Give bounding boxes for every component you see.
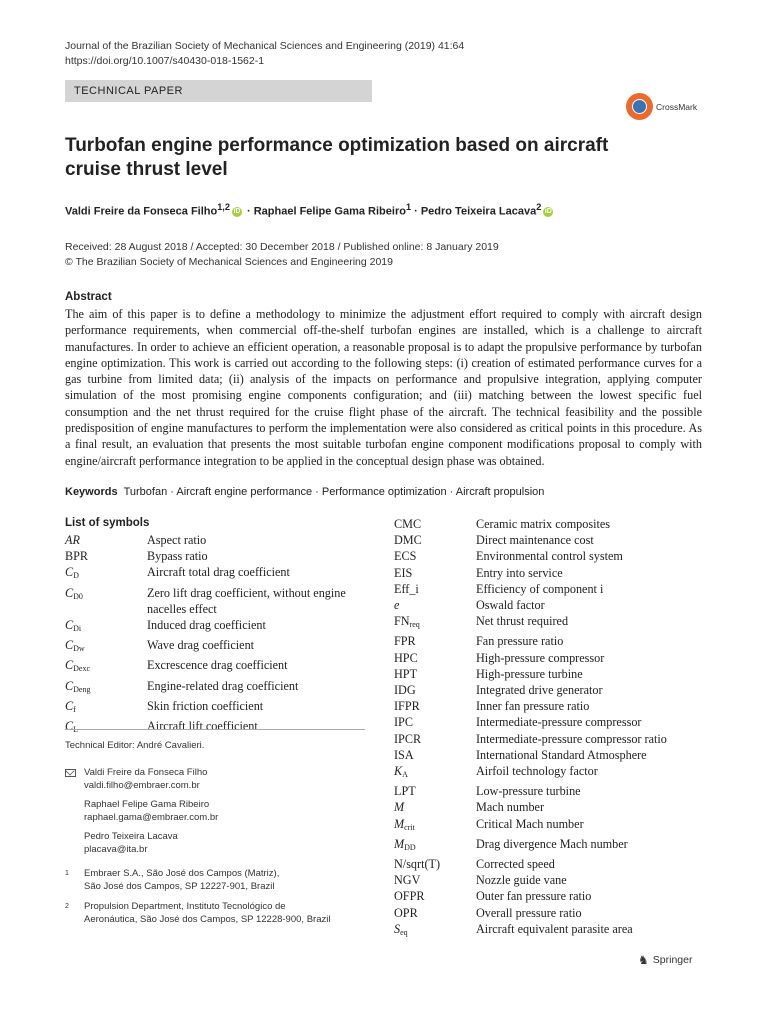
- symbol-row: [65, 532, 365, 548]
- symbol: [394, 872, 476, 888]
- symbol: [394, 548, 476, 564]
- symbol: [394, 682, 476, 698]
- symbol-main: DMC: [394, 533, 422, 548]
- contact-name: Raphael Felipe Gama Ribeiro: [84, 799, 210, 810]
- symbol-row: [394, 731, 714, 747]
- symbol: [65, 585, 147, 617]
- symbol-main: NGV: [394, 873, 421, 888]
- symbol-description: Entry into service: [476, 565, 563, 580]
- symbol-row: [394, 597, 714, 613]
- symbol-main: C: [65, 638, 74, 653]
- symbol-main: ECS: [394, 549, 417, 564]
- symbol-description: Aircraft total drag coefficient: [147, 565, 290, 580]
- symbol-row: [394, 856, 714, 872]
- symbol-row: [65, 617, 365, 637]
- symbol-subscript: D: [73, 571, 79, 581]
- crossmark-badge[interactable]: [626, 93, 697, 120]
- affiliation-1: [65, 868, 279, 893]
- symbol-subscript: Dexc: [73, 664, 91, 674]
- copyright-line: © The Brazilian Society of Mechanical Sciences and Engineering 2019: [65, 255, 393, 268]
- symbol-description: Integrated drive generator: [476, 683, 603, 698]
- symbol: [65, 617, 147, 637]
- affiliation-number: 1: [65, 870, 69, 877]
- contact-email[interactable]: valdi.filho@embraer.com.br: [84, 779, 200, 791]
- symbol-description: Environmental control system: [476, 549, 623, 564]
- symbol-row: [394, 666, 714, 682]
- symbol: [394, 597, 476, 613]
- orcid-icon[interactable]: iD: [233, 207, 241, 215]
- symbol-description: Intermediate-pressure compressor ratio: [476, 731, 667, 746]
- symbol: [65, 637, 147, 657]
- symbol-main: C: [65, 719, 74, 734]
- symbol-main: C: [65, 658, 74, 673]
- symbols-list-left: [65, 532, 365, 738]
- symbol: [394, 888, 476, 904]
- symbol-description: Intermediate-pressure compressor: [476, 715, 642, 730]
- symbol-description: Ceramic matrix composites: [476, 517, 611, 531]
- symbol: [394, 836, 476, 856]
- symbol-subscript: Di: [73, 624, 82, 634]
- doi-link[interactable]: https://doi.org/10.1007/s40430-018-1562-1: [65, 55, 265, 67]
- symbol-row: [394, 763, 714, 783]
- symbol-row: [394, 799, 714, 815]
- symbol-subscript: req: [409, 620, 420, 630]
- symbol-description: Skin friction coefficient: [147, 698, 264, 713]
- abstract-heading: Abstract: [65, 291, 112, 303]
- symbol-row: [394, 714, 714, 730]
- abstract-text: The aim of this paper is to define a methodology to minimize the adjustment effort required to comply with aircraft design performance requirements, when commercial off-the-shelf turbofan engines are installed, which is a challenge to aircraft manufactures. In order to achieve an efficient operation, a reasonable proposal is to adapt the propulsive performance by turbofan engine optimization. This work is carried out according to the following steps: (i) creation of estimated performance curves for a gas turbine from limited data; (ii) analysis of the impacts on performance and propulsive integration, applying computer simulation of the most promising engine components configuration; and (iii) matching between the lowest specific fuel consumption and the net thrust required for the cruise flight phase of the aircraft. The technical feasibility and the possible predisposition of engine manufactures to perform the implementation were also considered as critical points in this procedure. As a final result, an evaluation that presents the most suitable turbofan engine component modifications proposal to comply with engine/aircraft performance integration to be applied in the conceptual design phase was obtained.: [65, 307, 702, 468]
- symbol: [394, 532, 476, 548]
- corresponding-contacts: [84, 767, 218, 863]
- symbol-row: [394, 888, 714, 904]
- symbol-subscript: Dw: [73, 644, 85, 654]
- paper-title: Turbofan engine performance optimization based on aircraft cruise thrust level: [65, 135, 609, 180]
- symbol-main: M: [394, 816, 405, 831]
- symbol-row: [65, 657, 365, 677]
- author-separator: ·: [243, 205, 254, 218]
- symbol-main: HPC: [394, 650, 418, 665]
- history-dates: Received: 28 August 2018 / Accepted: 30 December 2018 / Published online: 8 January 2019: [65, 241, 499, 253]
- contact-name: Pedro Teixeira Lacava: [84, 831, 178, 842]
- contact-entry: [84, 831, 218, 856]
- symbol-description: Aircraft equivalent parasite area: [476, 921, 633, 936]
- contact-email[interactable]: placava@ita.br: [84, 843, 148, 855]
- symbol-description: Low-pressure turbine: [476, 784, 581, 799]
- author-separator: ·: [411, 205, 421, 218]
- symbol-row: [394, 783, 714, 799]
- keywords-label: Keywords: [65, 486, 118, 498]
- symbol-main: S: [394, 921, 401, 936]
- symbol-main: IPCR: [394, 731, 422, 746]
- symbol-description: Aspect ratio: [147, 533, 207, 547]
- symbol: [394, 633, 476, 649]
- symbol: [394, 565, 476, 581]
- keywords: [65, 486, 544, 498]
- symbol-description: Outer fan pressure ratio: [476, 889, 592, 904]
- symbol-description: Mach number: [476, 800, 545, 815]
- symbol-subscript: D0: [73, 591, 83, 601]
- symbol-main: AR: [65, 533, 80, 547]
- symbol-row: [65, 585, 365, 617]
- symbol: [394, 921, 476, 941]
- article-type-banner: TECHNICAL PAPER: [65, 80, 372, 102]
- affiliation-number: 2: [65, 903, 69, 910]
- publisher-name: Springer: [652, 954, 693, 966]
- symbol-main: C: [65, 698, 74, 713]
- envelope-icon: [65, 769, 76, 777]
- symbol: [394, 905, 476, 921]
- footnote-divider: [65, 729, 365, 730]
- symbol: [394, 763, 476, 783]
- symbol-row: [65, 637, 365, 657]
- symbol-row: [65, 698, 365, 718]
- symbol-description: Airfoil technology factor: [476, 764, 598, 779]
- symbol-row: [394, 613, 714, 633]
- symbol-description: Efficiency of component i: [476, 581, 604, 596]
- symbol: [394, 816, 476, 836]
- symbol-main: Eff_i: [394, 581, 419, 596]
- symbol-subscript: f: [73, 704, 76, 714]
- symbol-row: [65, 548, 365, 564]
- symbol-row: [394, 548, 714, 564]
- symbol-main: C: [65, 585, 74, 600]
- keywords-list: Turbofan · Aircraft engine performance · Performance optimization · Aircraft propulsion: [123, 486, 545, 498]
- symbol-description: Nozzle guide vane: [476, 873, 567, 888]
- symbol-row: [394, 872, 714, 888]
- symbol-row: [394, 581, 714, 597]
- symbol-description: Oswald factor: [476, 598, 545, 613]
- symbols-heading: List of symbols: [65, 517, 150, 529]
- symbol-description: Zero lift drag coefficient, without engine nacelles effect: [147, 585, 346, 616]
- symbol-description: Inner fan pressure ratio: [476, 699, 590, 714]
- author-affiliation-sup: 1,2: [217, 202, 230, 212]
- symbol-row: [394, 682, 714, 698]
- crossmark-icon: [626, 93, 653, 120]
- symbol-row: [394, 816, 714, 836]
- symbol-subscript: crit: [404, 822, 415, 832]
- symbol-row: [394, 836, 714, 856]
- symbol-main: EIS: [394, 565, 413, 580]
- symbol: [394, 799, 476, 815]
- symbol-main: M: [394, 836, 405, 851]
- symbol-description: International Standard Atmosphere: [476, 747, 647, 762]
- journal-header: [65, 39, 464, 69]
- symbol-main: K: [394, 764, 403, 779]
- symbol-subscript: A: [402, 770, 408, 780]
- symbol-subscript: DD: [404, 842, 416, 852]
- symbol: [65, 657, 147, 677]
- symbol-description: Drag divergence Mach number: [476, 836, 628, 851]
- symbol: [65, 698, 147, 718]
- publication-dates: [65, 240, 499, 269]
- symbol-row: [394, 698, 714, 714]
- symbol-main: FPR: [394, 634, 416, 649]
- symbol-row: [394, 565, 714, 581]
- symbol-description: Wave drag coefficient: [147, 638, 255, 653]
- symbol-description: Excrescence drag coefficient: [147, 658, 288, 673]
- symbol: [394, 783, 476, 799]
- symbol-row: [394, 747, 714, 763]
- symbol: [394, 613, 476, 633]
- symbol-main: HPT: [394, 666, 418, 681]
- symbol-description: Bypass ratio: [147, 549, 208, 564]
- symbol-main: BPR: [65, 549, 89, 564]
- symbol-main: M: [394, 800, 405, 815]
- symbol: [65, 548, 147, 564]
- contact-entry: [84, 767, 218, 792]
- symbol: [394, 731, 476, 747]
- symbol-main: N/sqrt(T): [394, 857, 441, 872]
- symbol: [394, 714, 476, 730]
- symbol-description: Direct maintenance cost: [476, 533, 594, 548]
- symbol-row: [394, 532, 714, 548]
- symbol-description: Aircraft lift coefficient: [147, 719, 258, 734]
- affiliation-line: São José dos Campos, SP 12227-901, Brazil: [84, 880, 275, 892]
- symbol: [394, 650, 476, 666]
- contact-name: Valdi Freire da Fonseca Filho: [84, 767, 208, 778]
- author-name[interactable]: Raphael Felipe Gama Ribeiro: [253, 205, 406, 218]
- author-name[interactable]: Valdi Freire da Fonseca Filho: [65, 205, 218, 218]
- author-list: [65, 202, 555, 218]
- symbol-main: ISA: [394, 747, 414, 762]
- affiliation-line: Aeronáutica, São José dos Campos, SP 12228-900, Brazil: [84, 913, 331, 925]
- author-affiliation-sup: 1: [405, 202, 412, 212]
- orcid-icon[interactable]: iD: [544, 207, 552, 215]
- affiliation-line: Propulsion Department, Instituto Tecnológico de: [84, 901, 286, 912]
- symbol-main: C: [65, 565, 74, 580]
- symbol-main: OPR: [394, 905, 418, 920]
- symbol-main: LPT: [394, 784, 416, 799]
- symbols-list-right: [394, 516, 714, 941]
- symbol: [394, 747, 476, 763]
- symbol-main: IFPR: [394, 699, 420, 714]
- symbol-description: Net thrust required: [476, 614, 569, 629]
- symbol-subscript: Deng: [73, 684, 91, 694]
- symbol-main: IDG: [394, 683, 416, 698]
- symbol-description: Induced drag coefficient: [147, 618, 266, 633]
- symbol-row: [65, 564, 365, 584]
- symbol-row: [394, 650, 714, 666]
- symbol-main: C: [65, 678, 74, 693]
- symbol: [394, 856, 476, 872]
- publisher-logo: [638, 953, 692, 967]
- contact-entry: [84, 799, 218, 824]
- symbol-main: FN: [394, 614, 410, 629]
- symbol: [65, 678, 147, 698]
- symbol-description: Overall pressure ratio: [476, 905, 582, 920]
- springer-horse-icon: ♞: [638, 953, 649, 967]
- symbol-subscript: L: [73, 725, 79, 735]
- symbol: [394, 698, 476, 714]
- symbol-row: [394, 921, 714, 941]
- symbol: [394, 666, 476, 682]
- symbol-row: [65, 678, 365, 698]
- affiliation-line: Embraer S.A., São José dos Campos (Matriz),: [84, 868, 280, 879]
- author-name[interactable]: Pedro Teixeira Lacava: [420, 205, 537, 218]
- symbol-subscript: eq: [400, 927, 408, 937]
- symbol-row: [394, 633, 714, 649]
- symbol-description: Critical Mach number: [476, 816, 584, 831]
- symbol-main: e: [394, 598, 400, 613]
- author-affiliation-sup: 2: [536, 202, 542, 212]
- symbol: [65, 532, 147, 548]
- symbol-main: CMC: [394, 517, 422, 531]
- crossmark-label: CrossMark: [656, 101, 698, 112]
- symbol-description: High-pressure compressor: [476, 650, 605, 665]
- affiliation-2: [65, 901, 330, 926]
- symbol-description: High-pressure turbine: [476, 666, 583, 681]
- symbol-description: Engine-related drag coefficient: [147, 678, 299, 693]
- symbol-main: IPC: [394, 715, 413, 730]
- symbol: [394, 581, 476, 597]
- symbol-description: Corrected speed: [476, 857, 555, 872]
- symbol-main: C: [65, 618, 74, 633]
- symbol-row: [394, 905, 714, 921]
- symbol: [394, 516, 476, 532]
- journal-citation: Journal of the Brazilian Society of Mechanical Sciences and Engineering (2019) 41:64: [65, 40, 465, 52]
- symbol-row: [394, 516, 714, 532]
- symbol-description: Fan pressure ratio: [476, 634, 564, 649]
- symbol-main: OFPR: [394, 889, 425, 904]
- technical-editor: Technical Editor: André Cavalieri.: [65, 740, 205, 751]
- symbol: [65, 564, 147, 584]
- contact-email[interactable]: raphael.gama@embraer.com.br: [84, 811, 219, 823]
